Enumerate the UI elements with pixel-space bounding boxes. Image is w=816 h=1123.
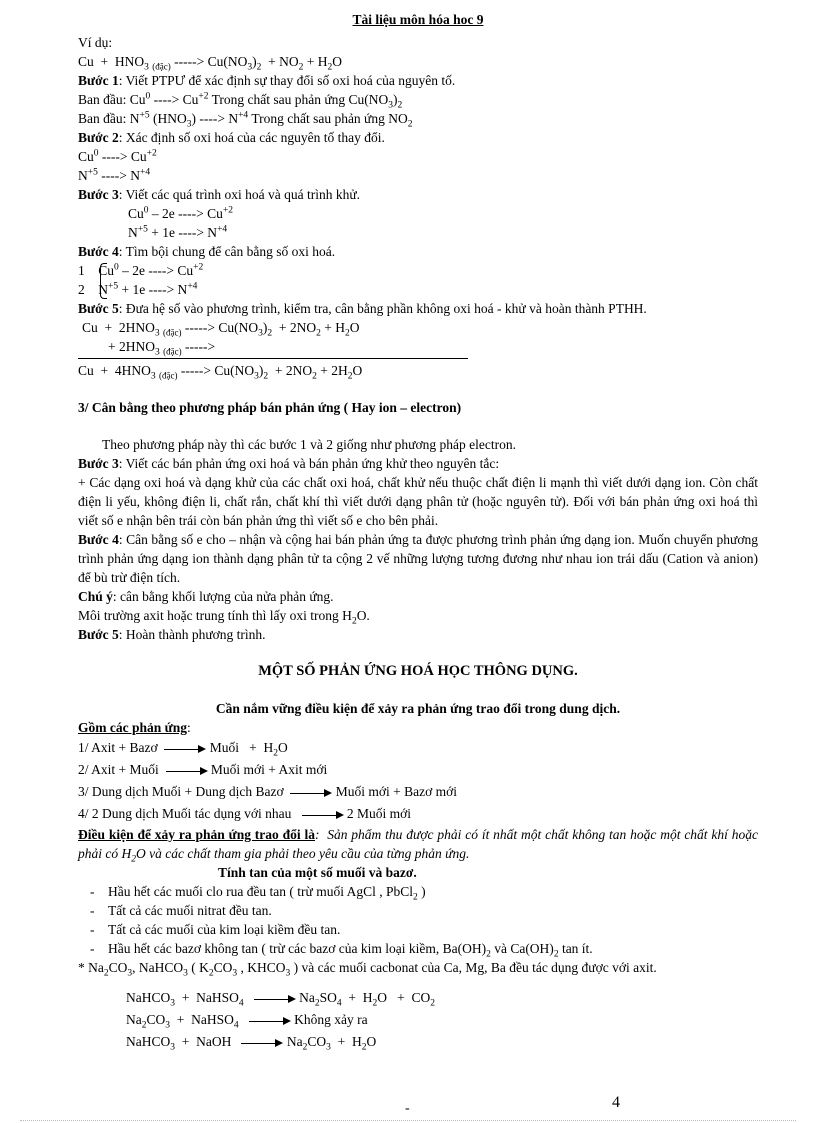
section3-intro: Theo phương pháp này thì các bước 1 và 2 giống như phương pháp electron. [102,437,516,452]
balance-line2: + $2HNO_3$ $_{(đặc)}$ -----> [108,339,216,358]
step2-line2: $N^{+5}$ ----> $N^{+4}$ [78,167,151,183]
final-reaction-3: NaHCO$_3$ + NaOH $Na_2CO_3 + H_2O$ [126,1034,377,1053]
s3-step4: Bước 4: Cân bằng số e cho – nhận và cộng hai bán phản ứng ta được phương trình phản ứng dạng ion. Muốn chuyển phương trình phản ứng dạng ion thành dạng phân tử ta cộng 2 vế những lượng tương đương như nhau ion trái dấu (Cation và anion) để bù trừ điện tích. [78,532,758,585]
page-number: 4 [612,1094,620,1111]
arrow-icon [166,766,208,776]
carbonate-note: * $Na_2CO_3$, NaHCO$_3$ ( $K_2CO_3$ , $KHCO_3$ ) và các muối cacbonat của Ca, Mg, Ba đều tác dụng được với axit. [78,960,657,979]
step3-line2: $N^{+5} + 1e$ ----> $N^{+4}$ [128,224,228,240]
main-equation: $Cu + HNO_3$ $_{(đặc)}$ -----> $Cu(NO_3)_2 + NO_2 + H_2O$ [78,54,342,73]
step3: Bước 3: Viết các quá trình oxi hoá và quá trình khử. [78,187,361,202]
step4-pair [78,261,758,299]
step4: Bước 4: Tìm bội chung để cân bằng số oxi hoá. [78,244,336,259]
bullet-4: - Hầu hết các bazơ không tan ( trừ các bazơ của kim loại kiềm, $Ba(OH)_2$ và $Ca(OH)_2$ tan ít. [78,939,758,958]
sum-rule [78,358,468,359]
step4-line1: 1 Cu$^0$ – 2e ----> $Cu^{+2}$ [78,262,204,278]
solubility-title: Tính tan của một số muối và bazơ. [218,865,417,880]
section3-title: 3/ Cân bằng theo phương pháp bán phản ứng ( Hay ion – electron) [78,400,462,415]
bullet-1: - Hầu hết các muối clo rua đều tan ( trừ muối AgCl , PbCl$_2$ ) [78,882,758,901]
brace-icon [100,263,107,299]
reaction-3: 3/ Dung dịch Muối + Dung dịch Bazơ Muối mới + Bazơ mới [78,784,458,799]
example-label: Ví dụ: [78,35,113,50]
section4-title: MỘT SỐ PHẢN ỨNG HOÁ HỌC THÔNG DỤNG. [258,663,578,679]
reaction-4: 4/ 2 Dung dịch Muối tác dụng với nhau 2 Muối mới [78,806,412,821]
s3-step5: Bước 5: Hoàn thành phương trình. [78,627,266,642]
step5: Bước 5: Đưa hệ số vào phương trình, kiểm tra, cân bằng phần không oxi hoá - khử và hoàn thành PTHH. [78,301,647,316]
s3-note: Chú ý: cân bằng khối lượng của nửa phản ứng. [78,589,334,604]
final-reaction-1: NaHCO$_3$ + NaHSO$_4$ $Na_2SO_4 + H_2O + CO_2$ [126,990,436,1009]
balance-line1: $Cu + 2HNO_3$ $_{(đặc)}$ -----> $Cu(NO_3)_2 + 2NO_2 + H_2O$ [82,320,360,339]
reaction-list-label: Gồm các phản ứng: [78,720,191,735]
balance-line3: $Cu + 4HNO_3$ $_{(đặc)}$ -----> $Cu(NO_3)_2 + 2NO_2 + 2H_2O$ [78,363,363,382]
document-page [78,10,758,1053]
arrow-icon [241,1038,283,1048]
arrow-icon [164,744,206,754]
step1-line2: Ban đầu: $N^{+5}$ $(HNO_3)$ ----> $N^{+4}$ Trong chất sau phản ứng $NO_2$ [78,110,413,130]
footer-dot: - [405,1101,410,1116]
section4-subtitle: Cần nắm vững điều kiện để xảy ra phản ứng trao đổi trong dung dịch. [215,701,621,716]
step1-line1: Ban đầu: Cu$^0$ ----> $Cu^{+2}$ Trong chất sau phản ứng $Cu(NO_3)_2$ [78,91,403,111]
s3-step3: Bước 3: Viết các bán phản ứng oxi hoá và bán phản ứng khử theo nguyên tắc: [78,456,500,471]
arrow-icon [302,810,344,820]
step2-line1: Cu$^0$ ----> $Cu^{+2}$ [78,148,157,164]
page-header: Tài liệu môn hóa hoc 9 [352,12,484,27]
step3-line1: Cu$^0$ – 2e ----> $Cu^{+2}$ [128,205,233,221]
step1: Bước 1: Viết PTPƯ để xác định sự thay đổi số oxi hoá của nguyên tố. [78,73,456,88]
reaction-2: 2/ Axit + Muối Muối mới + Axit mới [78,762,328,777]
bullet-3: - Tất cả các muối của kim loại kiềm đều tan. [78,920,758,939]
final-reaction-2: $Na_2CO_3$ + NaHSO$_4$ Không xảy ra [126,1012,368,1031]
bullet-2: - Tất cả các muối nitrat đều tan. [78,901,758,920]
arrow-icon [254,994,296,1004]
s3-env: Môi trường axit hoặc trung tính thì lấy oxi trong $H_2O$. [78,608,370,627]
condition-paragraph: Điều kiện để xảy ra phản ứng trao đổi là: Sản phẩm thu được phải có ít nhất một chất không tan hoặc một chất khí hoặc phải có $H_2O$ và các chất tham gia phải theo yêu cầu của từng phản ứng. [78,827,758,865]
arrow-icon [249,1016,291,1026]
reaction-1: 1/ Axit + Bazơ Muối + $H_2O$ [78,740,288,759]
step4-line2: 2 $N^{+5} + 1e$ ----> $N^{+4}$ [78,281,198,297]
arrow-icon [290,788,332,798]
step2: Bước 2: Xác định số oxi hoá của các nguyên tố thay đổi. [78,130,385,145]
footer-rule [20,1120,796,1121]
s3-rule-text: + Các dạng oxi hoá và dạng khử của các chất oxi hoá, chất khử nếu thuộc chất điện li mạnh thì viết dưới dạng ion. Còn chất điện li yếu, không điện li, chất rắn, chất khí thì viết dưới dạng phân tử (hoặc nguyên tử). Đối với bán phản ứng oxi hoá thì viết số e nhận bên trái còn bán phản ứng thì viết số e cho bên phải. [78,475,758,528]
